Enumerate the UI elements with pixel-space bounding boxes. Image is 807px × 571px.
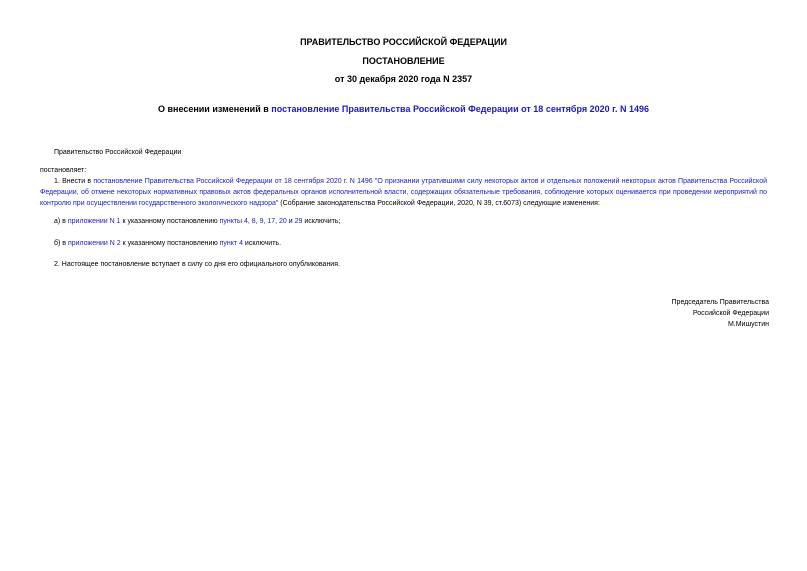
item-a-link-points[interactable]: пункты 4, 8, 9, 17, 20 — [219, 218, 287, 225]
item-b-link-point[interactable]: пункт 4 — [219, 240, 243, 247]
item-a-mid: к указанному постановлению — [120, 218, 220, 225]
issuer: Правительство Российской Федерации — [54, 149, 182, 156]
title-link[interactable]: постановление Правительства Российской Федерации от 18 сентября 2020 г. N 1496 — [271, 104, 650, 114]
item-b-suffix: исключить. — [242, 240, 282, 247]
item-1-prefix: 1. Внести в — [54, 178, 94, 185]
item-1-link[interactable]: постановление Правительства Российской Федерации от 18 сентября 2020 г. N 1496 "О признании утратившими силу некоторых актов и отдельных положений некоторых актов Правительства Российской Федерации, об отмене некоторых нормативных правовых актов федеральных органов исполнительной власти, содержащих обязательные требования, соблюдение которых оценивается при проведении мероприятий по контролю при осуществлении государственного экологического надзора" — [40, 178, 767, 207]
document-date-number: от 30 декабря 2020 года N 2357 — [334, 74, 473, 84]
item-1 — [40, 176, 767, 209]
item-a-prefix: а) в — [54, 218, 68, 225]
item-b — [54, 238, 281, 249]
item-2: 2. Настоящее постановление вступает в силу со дня его официального опубликования. — [54, 261, 340, 268]
item-b-mid: к указанному постановлению — [120, 240, 220, 247]
item-a-link-29[interactable]: 29 — [294, 218, 303, 225]
document-title — [0, 104, 807, 114]
item-b-link-appendix[interactable]: приложении N 2 — [67, 240, 121, 247]
government-heading: ПРАВИТЕЛЬСТВО РОССИЙСКОЙ ФЕДЕРАЦИИ — [300, 37, 507, 47]
signature-position-2: Российской Федерации — [692, 310, 769, 317]
item-b-prefix: б) в — [54, 240, 68, 247]
item-1-suffix: (Собрание законодательства Российской Федерации, 2020, N 39, ст.6073) следующие изменения: — [278, 200, 600, 207]
signature-position-1: Председатель Правительства — [671, 299, 769, 306]
document-type: ПОСТАНОВЛЕНИЕ — [362, 56, 445, 66]
item-a-and: и — [286, 218, 295, 225]
title-prefix: О внесении изменений в — [157, 104, 272, 114]
signature-name: М.Мишустин — [727, 321, 769, 328]
item-a — [54, 216, 340, 227]
item-a-link-appendix[interactable]: приложении N 1 — [67, 218, 121, 225]
item-a-suffix: исключить; — [302, 218, 341, 225]
decrees-word: постановляет: — [40, 167, 87, 174]
